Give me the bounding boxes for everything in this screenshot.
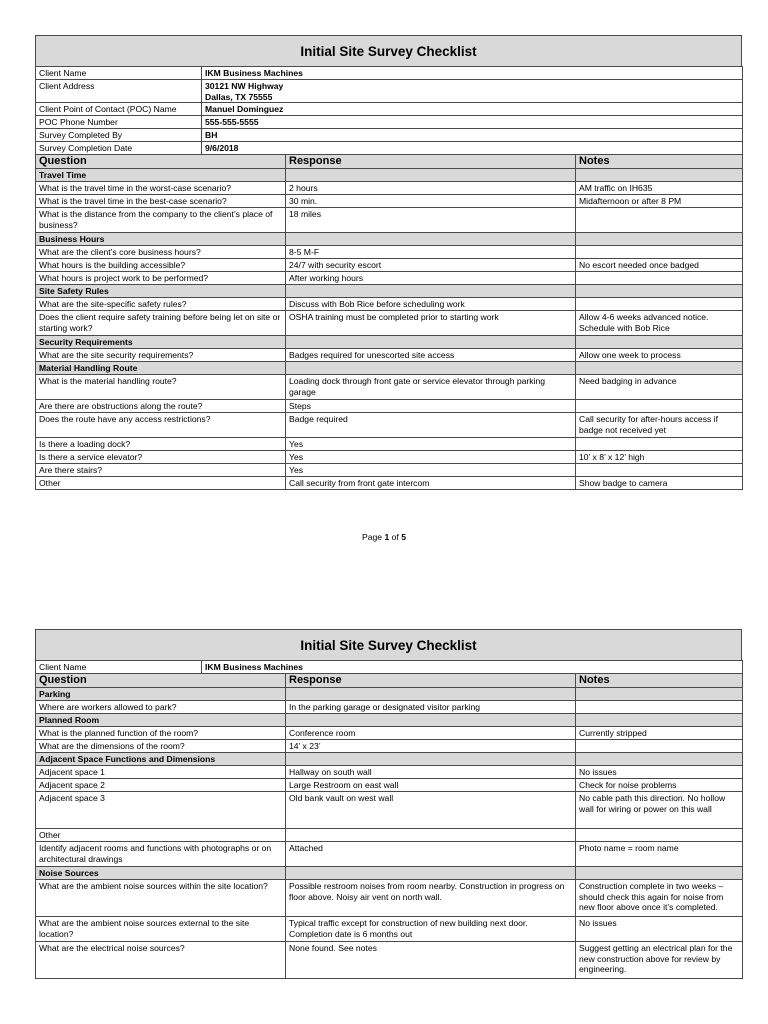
- section-row: [36, 867, 743, 880]
- section-row: [36, 336, 743, 349]
- table-row: [36, 464, 743, 477]
- table-header-row: [36, 155, 743, 169]
- section-notes-cell: [576, 285, 743, 298]
- section-title: Material Handling Route: [36, 362, 286, 375]
- section-response-cell: [286, 688, 576, 701]
- footer-total-pages: 5: [401, 532, 406, 542]
- table-row: [36, 413, 743, 438]
- client-info-row: [36, 103, 743, 116]
- section-response-cell: [286, 753, 576, 766]
- table-row: [36, 298, 743, 311]
- question-cell: Adjacent space 3: [36, 792, 286, 829]
- question-cell: Adjacent space 1: [36, 766, 286, 779]
- page-footer: [0, 532, 768, 542]
- section-title: Adjacent Space Functions and Dimensions: [36, 753, 286, 766]
- response-cell: [286, 829, 576, 842]
- notes-cell: No escort needed once badged: [576, 259, 743, 272]
- survey-table: [35, 66, 743, 490]
- response-cell: Loading dock through front gate or service elevator through parking garage: [286, 375, 576, 400]
- question-cell: Where are workers allowed to park?: [36, 701, 286, 714]
- response-cell: Discuss with Bob Rice before scheduling work: [286, 298, 576, 311]
- table-row: [36, 942, 743, 979]
- client-info-label: Client Address: [36, 80, 202, 103]
- section-notes-cell: [576, 867, 743, 880]
- client-info-label: Client Name: [36, 67, 202, 80]
- notes-cell: No issues: [576, 766, 743, 779]
- question-cell: Are there are obstructions along the route?: [36, 400, 286, 413]
- question-cell: What are the dimensions of the room?: [36, 740, 286, 753]
- table-row: [36, 779, 743, 792]
- notes-cell: Currently stripped: [576, 727, 743, 740]
- section-notes-cell: [576, 233, 743, 246]
- response-cell: Yes: [286, 438, 576, 451]
- notes-cell: Need badging in advance: [576, 375, 743, 400]
- notes-cell: [576, 464, 743, 477]
- response-cell: Yes: [286, 464, 576, 477]
- question-cell: What are the ambient noise sources within the site location?: [36, 880, 286, 917]
- section-row: [36, 714, 743, 727]
- notes-cell: [576, 298, 743, 311]
- section-title: Travel Time: [36, 169, 286, 182]
- section-notes-cell: [576, 714, 743, 727]
- response-cell: OSHA training must be completed prior to starting work: [286, 311, 576, 336]
- client-info-value: IKM Business Machines: [202, 67, 743, 80]
- notes-cell: [576, 740, 743, 753]
- notes-cell: Photo name = room name: [576, 842, 743, 867]
- notes-cell: Midafternoon or after 8 PM: [576, 195, 743, 208]
- notes-cell: [576, 829, 743, 842]
- response-cell: 24/7 with security escort: [286, 259, 576, 272]
- question-cell: Other: [36, 477, 286, 490]
- response-cell: 30 min.: [286, 195, 576, 208]
- client-info-label: Survey Completed By: [36, 129, 202, 142]
- notes-header: Notes: [576, 674, 743, 688]
- notes-cell: Suggest getting an electrical plan for the new construction above for review by engineering.: [576, 942, 743, 979]
- table-row: [36, 259, 743, 272]
- client-info-value: 9/6/2018: [202, 142, 743, 155]
- question-cell: Does the route have any access restrictions?: [36, 413, 286, 438]
- table-row: [36, 400, 743, 413]
- section-row: [36, 362, 743, 375]
- notes-cell: 10’ x 8’ x 12’ high: [576, 451, 743, 464]
- section-row: [36, 169, 743, 182]
- section-response-cell: [286, 285, 576, 298]
- question-cell: What hours is the building accessible?: [36, 259, 286, 272]
- notes-cell: Construction complete in two weeks – should check this again for noise from new floor above once it’s completed.: [576, 880, 743, 917]
- section-response-cell: [286, 714, 576, 727]
- client-info-value: BH: [202, 129, 743, 142]
- notes-cell: No cable path this direction. No hollow wall for wiring or power on this wall: [576, 792, 743, 829]
- section-row: [36, 233, 743, 246]
- notes-cell: Call security for after-hours access if badge not received yet: [576, 413, 743, 438]
- section-row: [36, 285, 743, 298]
- footer-page-number: 1: [384, 532, 390, 542]
- response-cell: None found. See notes: [286, 942, 576, 979]
- section-notes-cell: [576, 336, 743, 349]
- table-row: [36, 740, 743, 753]
- section-response-cell: [286, 362, 576, 375]
- client-info-value: 555-555-5555: [202, 116, 743, 129]
- section-response-cell: [286, 233, 576, 246]
- page-title: Initial Site Survey Checklist: [35, 35, 742, 66]
- question-cell: What are the client’s core business hours?: [36, 246, 286, 259]
- response-cell: Large Restroom on east wall: [286, 779, 576, 792]
- question-cell: What are the ambient noise sources external to the site location?: [36, 917, 286, 942]
- section-title: Parking: [36, 688, 286, 701]
- response-cell: Steps: [286, 400, 576, 413]
- footer-prefix: Page: [362, 532, 385, 542]
- question-cell: What are the electrical noise sources?: [36, 942, 286, 979]
- client-info-value: 30121 NW Highway Dallas, TX 75555: [202, 80, 743, 103]
- section-response-cell: [286, 336, 576, 349]
- table-row: [36, 195, 743, 208]
- client-info-row: [36, 80, 743, 103]
- response-cell: 8-5 M-F: [286, 246, 576, 259]
- section-row: [36, 688, 743, 701]
- section-notes-cell: [576, 362, 743, 375]
- question-cell: What is the material handling route?: [36, 375, 286, 400]
- notes-cell: [576, 246, 743, 259]
- page-title: Initial Site Survey Checklist: [35, 629, 742, 660]
- response-cell: Badges required for unescorted site access: [286, 349, 576, 362]
- response-cell: Typical traffic except for construction of new building next door. Completion date is 6 months out: [286, 917, 576, 942]
- notes-cell: [576, 701, 743, 714]
- question-cell: Is there a loading dock?: [36, 438, 286, 451]
- notes-cell: [576, 438, 743, 451]
- question-cell: What is the planned function of the room?: [36, 727, 286, 740]
- question-cell: Is there a service elevator?: [36, 451, 286, 464]
- question-header: Question: [36, 674, 286, 688]
- response-cell: 14’ x 23’: [286, 740, 576, 753]
- table-row: [36, 375, 743, 400]
- question-header: Question: [36, 155, 286, 169]
- checklist-page-1: [35, 35, 742, 490]
- client-info-row: [36, 67, 743, 80]
- footer-of: of: [389, 532, 402, 542]
- section-title: Planned Room: [36, 714, 286, 727]
- section-title: Noise Sources: [36, 867, 286, 880]
- client-info-label: Survey Completion Date: [36, 142, 202, 155]
- table-row: [36, 917, 743, 942]
- section-row: [36, 753, 743, 766]
- client-info-label: Client Point of Contact (POC) Name: [36, 103, 202, 116]
- table-row: [36, 766, 743, 779]
- section-notes-cell: [576, 169, 743, 182]
- notes-cell: [576, 400, 743, 413]
- checklist-page-2: [35, 629, 742, 979]
- response-cell: Hallway on south wall: [286, 766, 576, 779]
- table-row: [36, 701, 743, 714]
- table-row: [36, 182, 743, 195]
- question-cell: Identify adjacent rooms and functions with photographs or on architectural drawings: [36, 842, 286, 867]
- client-info-row: [36, 129, 743, 142]
- notes-cell: Allow 4-6 weeks advanced notice. Schedule with Bob Rice: [576, 311, 743, 336]
- notes-cell: Check for noise problems: [576, 779, 743, 792]
- question-cell: What hours is project work to be performed?: [36, 272, 286, 285]
- client-info-value: IKM Business Machines: [202, 661, 743, 674]
- client-info-label: Client Name: [36, 661, 202, 674]
- question-cell: Other: [36, 829, 286, 842]
- table-row: [36, 792, 743, 829]
- section-title: Business Hours: [36, 233, 286, 246]
- table-header-row: [36, 674, 743, 688]
- response-header: Response: [286, 674, 576, 688]
- notes-cell: No issues: [576, 917, 743, 942]
- notes-cell: Show badge to camera: [576, 477, 743, 490]
- section-title: Security Requirements: [36, 336, 286, 349]
- client-info-row: [36, 116, 743, 129]
- question-cell: What is the travel time in the best-case scenario?: [36, 195, 286, 208]
- response-cell: After working hours: [286, 272, 576, 285]
- table-row: [36, 246, 743, 259]
- section-response-cell: [286, 169, 576, 182]
- response-cell: Call security from front gate intercom: [286, 477, 576, 490]
- table-row: [36, 451, 743, 464]
- notes-cell: AM traffic on IH635: [576, 182, 743, 195]
- table-row: [36, 311, 743, 336]
- table-row: [36, 208, 743, 233]
- response-cell: 18 miles: [286, 208, 576, 233]
- question-cell: Adjacent space 2: [36, 779, 286, 792]
- response-cell: 2 hours: [286, 182, 576, 195]
- notes-cell: [576, 272, 743, 285]
- table-row: [36, 880, 743, 917]
- response-cell: Attached: [286, 842, 576, 867]
- response-cell: Yes: [286, 451, 576, 464]
- client-info-row: [36, 142, 743, 155]
- survey-table: [35, 660, 743, 979]
- notes-header: Notes: [576, 155, 743, 169]
- table-row: [36, 829, 743, 842]
- section-notes-cell: [576, 753, 743, 766]
- response-cell: Badge required: [286, 413, 576, 438]
- notes-cell: [576, 208, 743, 233]
- table-row: [36, 727, 743, 740]
- table-row: [36, 349, 743, 362]
- response-cell: Old bank vault on west wall: [286, 792, 576, 829]
- question-cell: Does the client require safety training before being let on site or starting work?: [36, 311, 286, 336]
- question-cell: Are there stairs?: [36, 464, 286, 477]
- response-cell: Possible restroom noises from room nearby. Construction in progress on floor above. Noisy air vent on north wall.: [286, 880, 576, 917]
- section-notes-cell: [576, 688, 743, 701]
- client-info-label: POC Phone Number: [36, 116, 202, 129]
- question-cell: What are the site security requirements?: [36, 349, 286, 362]
- table-row: [36, 438, 743, 451]
- notes-cell: Allow one week to process: [576, 349, 743, 362]
- client-info-value: Manuel Dominguez: [202, 103, 743, 116]
- table-row: [36, 477, 743, 490]
- response-cell: Conference room: [286, 727, 576, 740]
- question-cell: What are the site-specific safety rules?: [36, 298, 286, 311]
- response-header: Response: [286, 155, 576, 169]
- section-title: Site Safety Rules: [36, 285, 286, 298]
- table-row: [36, 272, 743, 285]
- question-cell: What is the distance from the company to the client’s place of business?: [36, 208, 286, 233]
- response-cell: In the parking garage or designated visitor parking: [286, 701, 576, 714]
- section-response-cell: [286, 867, 576, 880]
- question-cell: What is the travel time in the worst-case scenario?: [36, 182, 286, 195]
- table-row: [36, 842, 743, 867]
- client-info-row: [36, 661, 743, 674]
